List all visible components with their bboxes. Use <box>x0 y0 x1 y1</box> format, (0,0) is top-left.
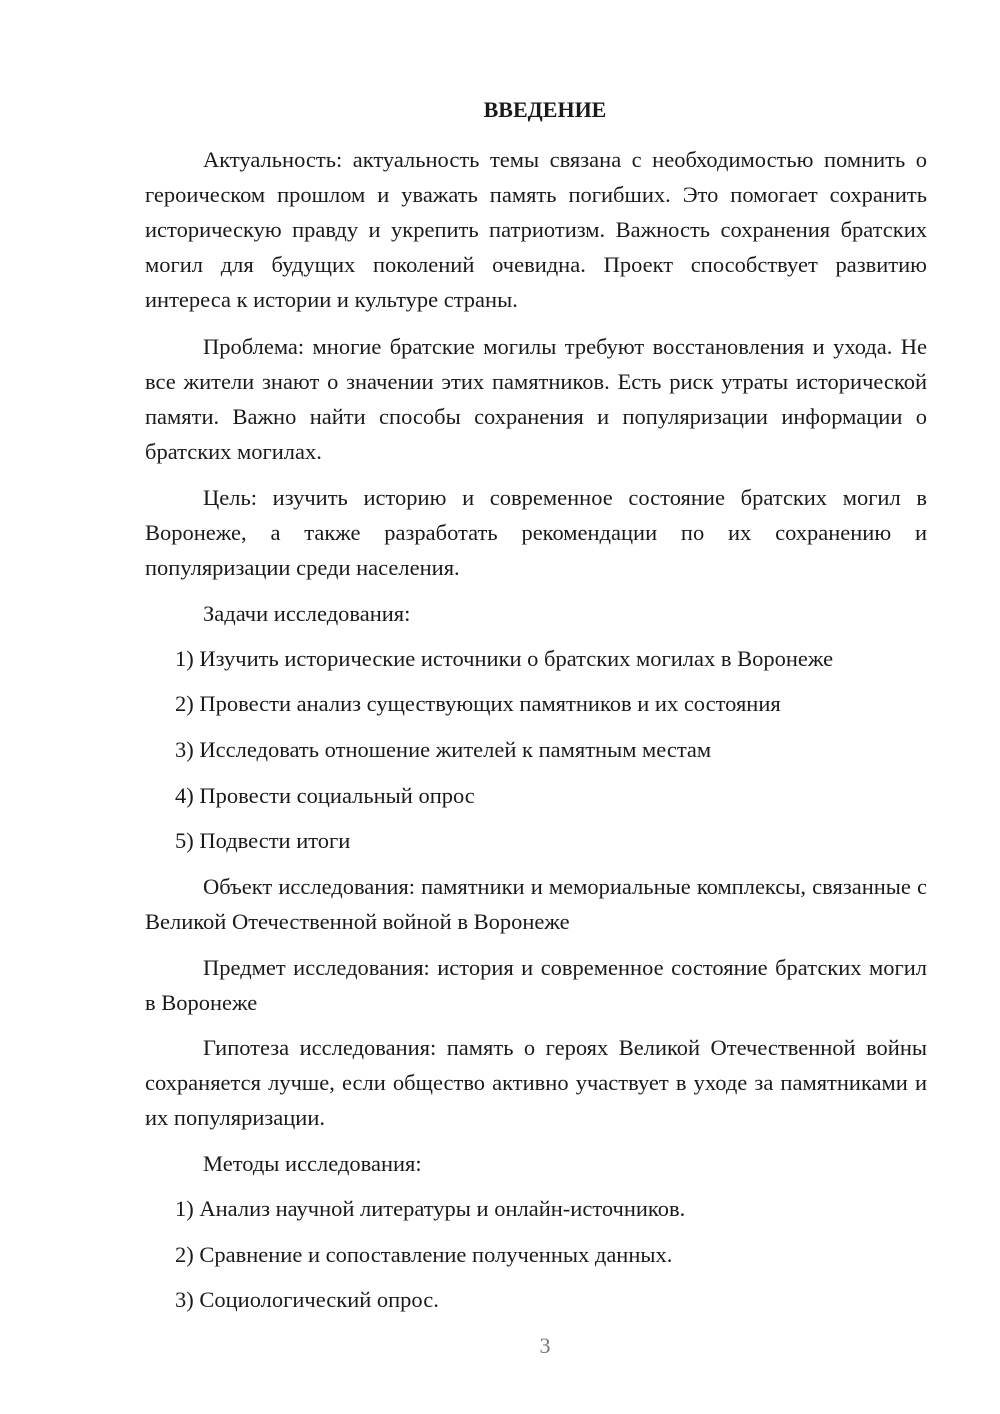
paragraph-hypothesis-text: Гипотеза исследования: память о героях Великой Отечественной войны сохраняется лучше, если общество активно участвует в уходе за памятниками и их популяризации. <box>145 1035 927 1130</box>
task-item: 5) Подвести итоги <box>175 828 351 853</box>
page-number: 3 <box>539 1333 551 1358</box>
tasks-heading: Задачи исследования: <box>203 601 411 626</box>
paragraph-problem-text: Проблема: многие братские могилы требуют восстановления и ухода. Не все жители знают о значении этих памятников. Есть риск утраты исторической памяти. Важно найти способы сохранения и популяризации информации о братских могилах. <box>145 334 927 464</box>
methods-heading: Методы исследования: <box>203 1151 422 1176</box>
page-title: ВВЕДЕНИЕ <box>483 97 607 122</box>
paragraph-relevance <box>145 142 927 317</box>
method-item: 3) Социологический опрос. <box>175 1287 439 1312</box>
task-item: 3) Исследовать отношение жителей к памятным местам <box>175 737 712 762</box>
paragraph-goal <box>145 480 927 585</box>
method-item: 2) Сравнение и сопоставление полученных данных. <box>175 1242 673 1267</box>
paragraph-goal-text: Цель: изучить историю и современное состояние братских могил в Воронеже, а также разработать рекомендации по их сохранению и популяризации среди населения. <box>145 485 927 580</box>
paragraph-object-text: Объект исследования: памятники и мемориальные комплексы, связанные с Великой Отечественной войной в Воронеже <box>145 874 927 934</box>
method-item: 1) Анализ научной литературы и онлайн-источников. <box>175 1196 686 1221</box>
paragraph-relevance-text: Актуальность: актуальность темы связана с необходимостью помнить о героическом прошлом и уважать память погибших. Это помогает сохранить историческую правду и укрепить патриотизм. Важность сохранения братских могил для будущих поколений очевидна. Проект способствует развитию интереса к истории и культуре страны. <box>145 147 927 312</box>
paragraph-hypothesis <box>145 1030 927 1135</box>
paragraph-object <box>145 869 927 939</box>
paragraph-subject <box>145 950 927 1020</box>
task-item: 1) Изучить исторические источники о братских могилах в Воронеже <box>175 646 834 671</box>
task-item: 4) Провести социальный опрос <box>175 783 475 808</box>
paragraph-problem <box>145 329 927 469</box>
paragraph-subject-text: Предмет исследования: история и современное состояние братских могил в Воронеже <box>145 955 927 1015</box>
document-page <box>145 0 927 1414</box>
task-item: 2) Провести анализ существующих памятников и их состояния <box>175 691 781 716</box>
